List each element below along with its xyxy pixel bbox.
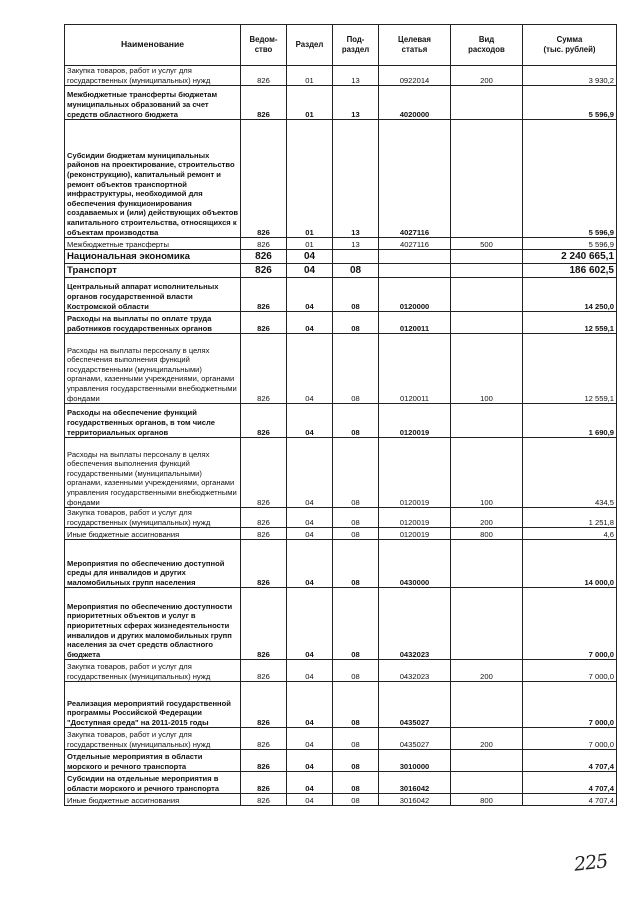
cell-cs: 0120011	[379, 334, 451, 404]
cell-podr: 08	[333, 404, 379, 438]
cell-vr	[451, 250, 523, 264]
cell-vr	[451, 588, 523, 660]
cell-vr	[451, 264, 523, 278]
cell-vr: 100	[451, 438, 523, 508]
cell-razd: 04	[287, 660, 333, 682]
cell-vr: 200	[451, 728, 523, 750]
cell-vr: 800	[451, 794, 523, 806]
cell-ved: 826	[241, 334, 287, 404]
table-row	[65, 264, 617, 278]
cell-podr: 08	[333, 278, 379, 312]
table-row	[65, 312, 617, 334]
cell-sum: 12 559,1	[523, 312, 617, 334]
cell-name: Транспорт	[65, 264, 241, 278]
cell-cs: 3016042	[379, 794, 451, 806]
cell-razd: 04	[287, 508, 333, 528]
cell-podr: 13	[333, 120, 379, 238]
table-row	[65, 438, 617, 508]
cell-sum: 4 707,4	[523, 772, 617, 794]
cell-razd: 04	[287, 250, 333, 264]
cell-razd: 04	[287, 528, 333, 540]
page-number: 225	[572, 850, 609, 876]
cell-vr	[451, 540, 523, 588]
cell-vr	[451, 772, 523, 794]
cell-podr: 08	[333, 588, 379, 660]
cell-name: Межбюджетные трансферты бюджетам муниципальных образований за счет средств областного бюджета	[65, 86, 241, 120]
cell-razd: 04	[287, 404, 333, 438]
table-row	[65, 278, 617, 312]
cell-cs: 0435027	[379, 682, 451, 728]
cell-sum: 4 707,4	[523, 794, 617, 806]
cell-name: Национальная экономика	[65, 250, 241, 264]
cell-podr: 08	[333, 750, 379, 772]
cell-cs: 0432023	[379, 588, 451, 660]
cell-podr	[333, 250, 379, 264]
cell-name: Закупка товаров, работ и услуг для государственных (муниципальных) нужд	[65, 508, 241, 528]
cell-ved: 826	[241, 750, 287, 772]
cell-podr: 08	[333, 660, 379, 682]
cell-name: Расходы на обеспечение функций государственных органов, в том числе территориальных органов	[65, 404, 241, 438]
cell-vr	[451, 86, 523, 120]
cell-name: Реализация мероприятий государственной программы Российской Федерации "Доступная среда" на 2011-2015 годы	[65, 682, 241, 728]
cell-vr	[451, 278, 523, 312]
cell-name: Закупка товаров, работ и услуг для государственных (муниципальных) нужд	[65, 660, 241, 682]
table-row	[65, 588, 617, 660]
cell-ved: 826	[241, 66, 287, 86]
table-row	[65, 508, 617, 528]
cell-ved: 826	[241, 682, 287, 728]
cell-ved: 826	[241, 312, 287, 334]
header-name: Наименование	[65, 25, 241, 66]
cell-cs: 3016042	[379, 772, 451, 794]
table-row	[65, 86, 617, 120]
cell-name: Отдельные мероприятия в области морского и речного транспорта	[65, 750, 241, 772]
cell-name: Мероприятия по обеспечению доступности приоритетных объектов и услуг в приоритетных сферах жизнедеятельности инвалидов и других маломобильных групп населения за счет средств областного бюджета	[65, 588, 241, 660]
cell-podr: 08	[333, 772, 379, 794]
cell-name: Субсидии бюджетам муниципальных районов на проектирование, строительство (реконструкцию), капитальный ремонт и ремонт объектов транспортной инфраструктуры, необходимой для обеспечения функционирования создаваемых и (или) действующих объектов капитального строительства, относящихся к объектам производства	[65, 120, 241, 238]
cell-name: Расходы на выплаты персоналу в целях обеспечения выполнения функций государственными (муниципальными) органами, казенными учреждениями, органами управления государственными внебюджетными фондами	[65, 438, 241, 508]
cell-cs: 0430000	[379, 540, 451, 588]
table-row	[65, 728, 617, 750]
table-row	[65, 540, 617, 588]
table-row	[65, 750, 617, 772]
cell-name: Межбюджетные трансферты	[65, 238, 241, 250]
cell-cs: 0435027	[379, 728, 451, 750]
cell-vr: 500	[451, 238, 523, 250]
cell-sum: 7 000,0	[523, 588, 617, 660]
cell-name: Центральный аппарат исполнительных органов государственной власти Костромской области	[65, 278, 241, 312]
cell-name: Субсидии на отдельные мероприятия в области морского и речного транспорта	[65, 772, 241, 794]
header-vid-raskhodov: Вид расходов	[451, 25, 523, 66]
cell-sum: 14 250,0	[523, 278, 617, 312]
cell-cs: 0120011	[379, 312, 451, 334]
cell-razd: 01	[287, 238, 333, 250]
cell-ved: 826	[241, 86, 287, 120]
cell-podr: 13	[333, 66, 379, 86]
cell-vr: 200	[451, 66, 523, 86]
cell-podr: 08	[333, 528, 379, 540]
cell-razd: 01	[287, 86, 333, 120]
cell-ved: 826	[241, 120, 287, 238]
cell-podr: 08	[333, 508, 379, 528]
cell-razd: 04	[287, 728, 333, 750]
cell-cs: 0120019	[379, 508, 451, 528]
cell-cs: 3010000	[379, 750, 451, 772]
table-row	[65, 772, 617, 794]
cell-podr: 08	[333, 794, 379, 806]
cell-ved: 826	[241, 404, 287, 438]
cell-razd: 04	[287, 750, 333, 772]
table-row	[65, 66, 617, 86]
cell-vr: 100	[451, 334, 523, 404]
table-body	[65, 66, 617, 806]
cell-sum: 5 596,9	[523, 238, 617, 250]
cell-podr: 08	[333, 334, 379, 404]
cell-razd: 04	[287, 264, 333, 278]
cell-vr	[451, 404, 523, 438]
cell-sum: 7 000,0	[523, 728, 617, 750]
cell-razd: 04	[287, 772, 333, 794]
cell-vr	[451, 120, 523, 238]
cell-razd: 04	[287, 312, 333, 334]
cell-name: Расходы на выплаты по оплате труда работников государственных органов	[65, 312, 241, 334]
cell-cs: 4027116	[379, 238, 451, 250]
cell-sum: 2 240 665,1	[523, 250, 617, 264]
cell-razd: 01	[287, 120, 333, 238]
cell-ved: 826	[241, 540, 287, 588]
cell-podr: 13	[333, 238, 379, 250]
table-row	[65, 404, 617, 438]
cell-sum: 186 602,5	[523, 264, 617, 278]
cell-sum: 4,6	[523, 528, 617, 540]
cell-sum: 1 251,8	[523, 508, 617, 528]
cell-sum: 7 000,0	[523, 660, 617, 682]
cell-cs: 0120019	[379, 528, 451, 540]
cell-ved: 826	[241, 728, 287, 750]
cell-cs: 4027116	[379, 120, 451, 238]
cell-sum: 14 000,0	[523, 540, 617, 588]
table-row	[65, 660, 617, 682]
cell-name: Иные бюджетные ассигнования	[65, 528, 241, 540]
cell-podr: 08	[333, 312, 379, 334]
cell-ved: 826	[241, 588, 287, 660]
cell-ved: 826	[241, 528, 287, 540]
cell-cs: 0120000	[379, 278, 451, 312]
table-row	[65, 238, 617, 250]
cell-razd: 04	[287, 794, 333, 806]
cell-podr: 08	[333, 438, 379, 508]
cell-ved: 826	[241, 264, 287, 278]
cell-podr: 08	[333, 264, 379, 278]
table-row	[65, 120, 617, 238]
cell-cs	[379, 264, 451, 278]
cell-name: Закупка товаров, работ и услуг для государственных (муниципальных) нужд	[65, 728, 241, 750]
cell-name: Закупка товаров, работ и услуг для государственных (муниципальных) нужд	[65, 66, 241, 86]
cell-cs: 0922014	[379, 66, 451, 86]
cell-ved: 826	[241, 278, 287, 312]
cell-razd: 04	[287, 682, 333, 728]
cell-razd: 01	[287, 66, 333, 86]
cell-razd: 04	[287, 334, 333, 404]
cell-sum: 1 690,9	[523, 404, 617, 438]
header-summa: Сумма (тыс. рублей)	[523, 25, 617, 66]
cell-podr: 13	[333, 86, 379, 120]
cell-cs: 4020000	[379, 86, 451, 120]
cell-podr: 08	[333, 540, 379, 588]
cell-ved: 826	[241, 660, 287, 682]
cell-name: Расходы на выплаты персоналу в целях обеспечения выполнения функций государственными (муниципальными) органами, казенными учреждениями, органами управления государственными внебюджетными фондами	[65, 334, 241, 404]
table-row	[65, 794, 617, 806]
cell-ved: 826	[241, 250, 287, 264]
cell-ved: 826	[241, 438, 287, 508]
cell-name: Иные бюджетные ассигнования	[65, 794, 241, 806]
cell-name: Мероприятия по обеспечению доступной среды для инвалидов и других маломобильных групп населения	[65, 540, 241, 588]
cell-podr: 08	[333, 728, 379, 750]
cell-cs: 0120019	[379, 404, 451, 438]
table-row	[65, 334, 617, 404]
table-header	[65, 25, 617, 66]
cell-vr	[451, 682, 523, 728]
cell-cs: 0120019	[379, 438, 451, 508]
cell-cs	[379, 250, 451, 264]
cell-vr: 800	[451, 528, 523, 540]
cell-sum: 7 000,0	[523, 682, 617, 728]
table-row	[65, 250, 617, 264]
budget-table	[64, 24, 617, 806]
cell-vr: 200	[451, 508, 523, 528]
cell-podr: 08	[333, 682, 379, 728]
cell-razd: 04	[287, 278, 333, 312]
cell-razd: 04	[287, 438, 333, 508]
cell-ved: 826	[241, 508, 287, 528]
cell-vr: 200	[451, 660, 523, 682]
cell-cs: 0432023	[379, 660, 451, 682]
cell-sum: 3 930,2	[523, 66, 617, 86]
header-vedomstvo: Ведом- ство	[241, 25, 287, 66]
cell-ved: 826	[241, 772, 287, 794]
cell-sum: 5 596,9	[523, 120, 617, 238]
cell-ved: 826	[241, 238, 287, 250]
cell-razd: 04	[287, 540, 333, 588]
header-celevaya-statya: Целевая статья	[379, 25, 451, 66]
cell-sum: 4 707,4	[523, 750, 617, 772]
table-row	[65, 682, 617, 728]
header-razdel: Раздел	[287, 25, 333, 66]
cell-razd: 04	[287, 588, 333, 660]
cell-vr	[451, 750, 523, 772]
cell-sum: 12 559,1	[523, 334, 617, 404]
header-podrazdel: Под- раздел	[333, 25, 379, 66]
cell-vr	[451, 312, 523, 334]
table-row	[65, 528, 617, 540]
cell-sum: 434,5	[523, 438, 617, 508]
cell-ved: 826	[241, 794, 287, 806]
cell-sum: 5 596,9	[523, 86, 617, 120]
